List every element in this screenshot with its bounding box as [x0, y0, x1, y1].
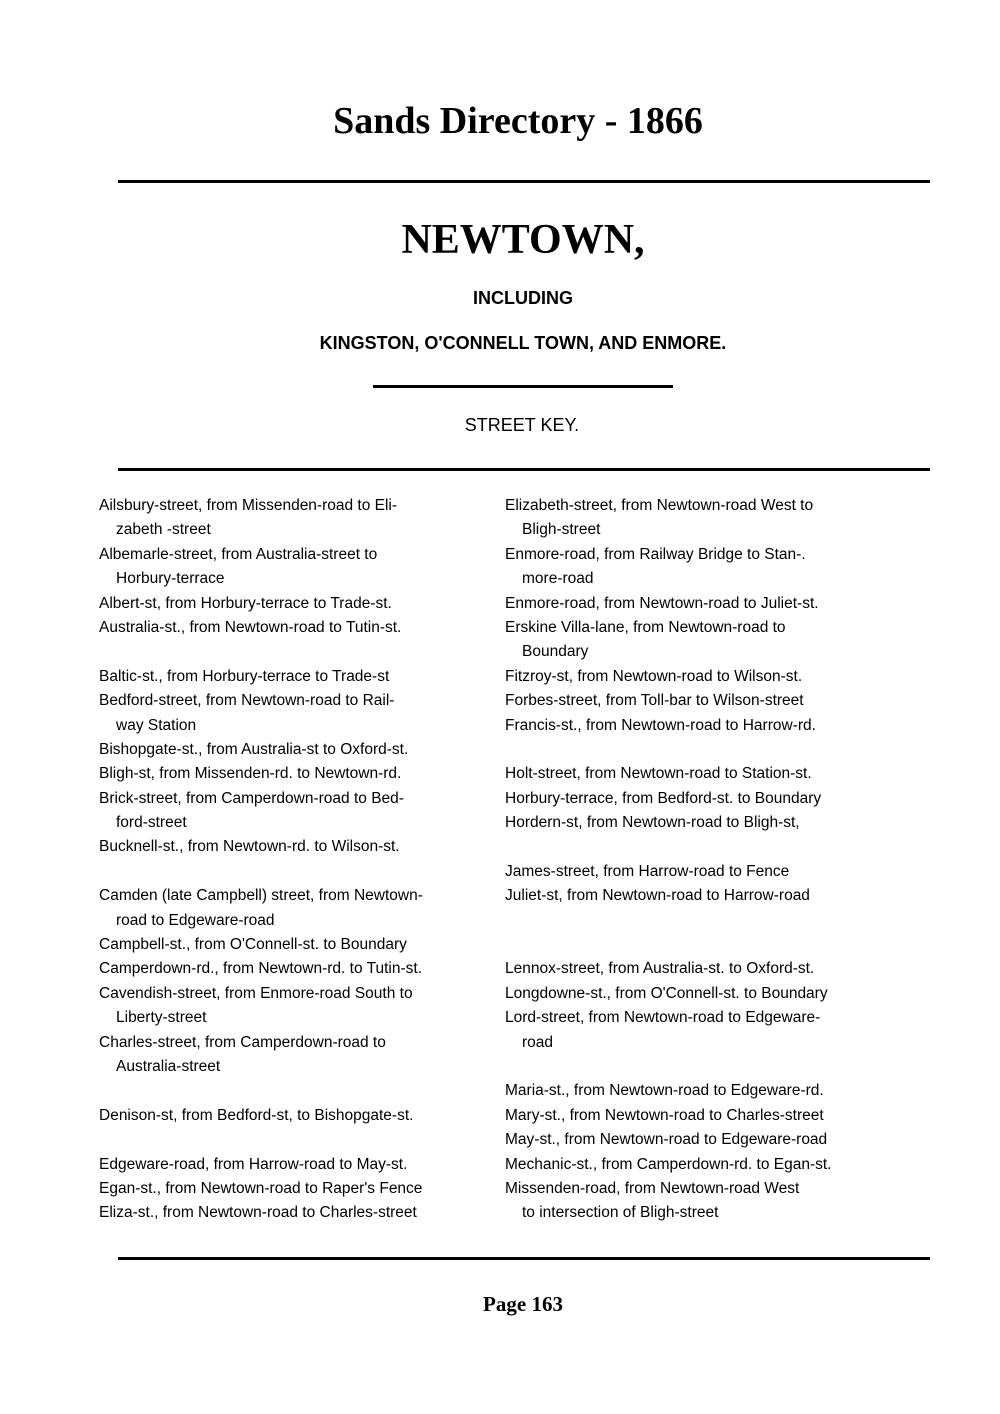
street-key-heading: STREET KEY. [464, 415, 580, 435]
street-entry: Lennox-street, from Australia-st. to Oxford-st. [505, 960, 815, 978]
left-street-column [99, 494, 484, 1226]
spacer [505, 1055, 905, 1079]
street-entry: Edgeware-road, from Harrow-road to May-st. [99, 1155, 408, 1173]
street-entry: Camperdown-rd., from Newtown-rd. to Tutin-st. [99, 960, 423, 978]
street-entry: Cavendish-street, from Enmore-road South to [99, 984, 413, 1002]
including-label: INCLUDING [473, 288, 573, 308]
street-entry: Campbell-st., from O'Connell-st. to Boundary [99, 936, 407, 954]
spacer [505, 835, 905, 859]
street-entry-continuation: Horbury-terrace [116, 570, 225, 588]
street-entry: Missenden-road, from Newtown-road West [505, 1179, 800, 1197]
spacer [99, 860, 484, 884]
street-entry: Horbury-terrace, from Bedford-st. to Boundary [505, 789, 822, 807]
page-title: Sands Directory - 1866 [333, 100, 703, 142]
spacer [99, 1128, 484, 1152]
spacer [505, 933, 905, 957]
street-entry: Elizabeth-street, from Newtown-road West to [505, 497, 814, 514]
street-entry-continuation: Australia-street [116, 1057, 221, 1075]
street-entry-continuation: road to Edgeware-road [116, 911, 275, 929]
street-entry: Albemarle-street, from Australia-street to [99, 545, 378, 563]
street-entry-continuation: Bligh-street [522, 521, 601, 539]
street-entry: Australia-st., from Newtown-road to Tutin-st. [99, 618, 402, 636]
street-entry: Bedford-street, from Newtown-road to Rail- [99, 692, 395, 710]
street-entry: Maria-st., from Newtown-road to Edgeware-rd. [505, 1082, 824, 1100]
town-heading: NEWTOWN, [401, 217, 645, 263]
street-entry: Holt-street, from Newtown-road to Station-st. [505, 765, 812, 783]
street-entry: Enmore-road, from Railway Bridge to Stan-. [505, 545, 806, 563]
right-street-column [505, 494, 905, 1226]
street-entry: Hordern-st, from Newtown-road to Bligh-st, [505, 814, 800, 832]
subtowns-label: KINGSTON, O'CONNELL TOWN, AND ENMORE. [319, 333, 727, 353]
street-entry: Brick-street, from Camperdown-road to Bed- [99, 789, 404, 807]
bottom-divider [118, 1257, 930, 1260]
street-entry-continuation: zabeth -street [116, 521, 211, 539]
spacer [99, 1079, 484, 1103]
street-entry: Juliet-st, from Newtown-road to Harrow-road [505, 887, 810, 905]
street-entry: Mary-st., from Newtown-road to Charles-street [505, 1106, 824, 1124]
street-entry-continuation: ford-street [116, 814, 187, 832]
street-entry: Albert-st, from Horbury-terrace to Trade-st. [99, 594, 392, 612]
street-entry: Baltic-st., from Horbury-terrace to Trade-st [99, 667, 390, 685]
street-entry-continuation: Boundary [522, 643, 589, 661]
street-entry: Forbes-street, from Toll-bar to Wilson-street [505, 692, 804, 710]
street-entry: Bligh-st, from Missenden-rd. to Newtown-rd. [99, 765, 402, 783]
street-entry: May-st., from Newtown-road to Edgeware-road [505, 1131, 828, 1149]
short-divider [373, 385, 673, 388]
street-entry: Lord-street, from Newtown-road to Edgeware- [505, 1009, 821, 1027]
top-divider [118, 180, 930, 183]
street-entry: Enmore-road, from Newtown-road to Juliet-st. [505, 594, 819, 612]
street-entry: Denison-st, from Bedford-st, to Bishopgate-st. [99, 1106, 414, 1124]
street-entry: Fitzroy-st, from Newtown-road to Wilson-st. [505, 667, 803, 685]
mid-divider [118, 468, 930, 471]
street-entry-continuation: Liberty-street [116, 1009, 207, 1027]
street-entry-continuation: to intersection of Bligh-street [522, 1204, 719, 1222]
spacer [505, 738, 905, 762]
street-entry: Erskine Villa-lane, from Newtown-road to [505, 618, 786, 636]
street-entry: Francis-st., from Newtown-road to Harrow-rd. [505, 716, 816, 734]
street-entry: Charles-street, from Camperdown-road to [99, 1033, 386, 1051]
street-entry: James-street, from Harrow-road to Fence [505, 862, 790, 880]
spacer [505, 909, 905, 933]
street-entry: Mechanic-st., from Camperdown-rd. to Egan-st. [505, 1155, 832, 1173]
street-entry-continuation: road [522, 1033, 554, 1051]
street-entry: Ailsbury-street, from Missenden-road to Eli- [99, 497, 398, 514]
street-entry: Egan-st., from Newtown-road to Raper's Fence [99, 1179, 423, 1197]
street-entry-continuation: way Station [116, 716, 197, 734]
street-entry: Camden (late Campbell) street, from Newtown- [99, 887, 423, 905]
street-entry: Eliza-st., from Newtown-road to Charles-street [99, 1204, 417, 1222]
page-number: Page 163 [483, 1292, 563, 1316]
street-entry: Bishopgate-st., from Australia-st to Oxford-st. [99, 740, 409, 758]
spacer [99, 640, 484, 664]
street-entry-continuation: more-road [522, 570, 594, 588]
street-entry: Longdowne-st., from O'Connell-st. to Boundary [505, 984, 828, 1002]
street-entry: Bucknell-st., from Newtown-rd. to Wilson-st. [99, 838, 400, 856]
